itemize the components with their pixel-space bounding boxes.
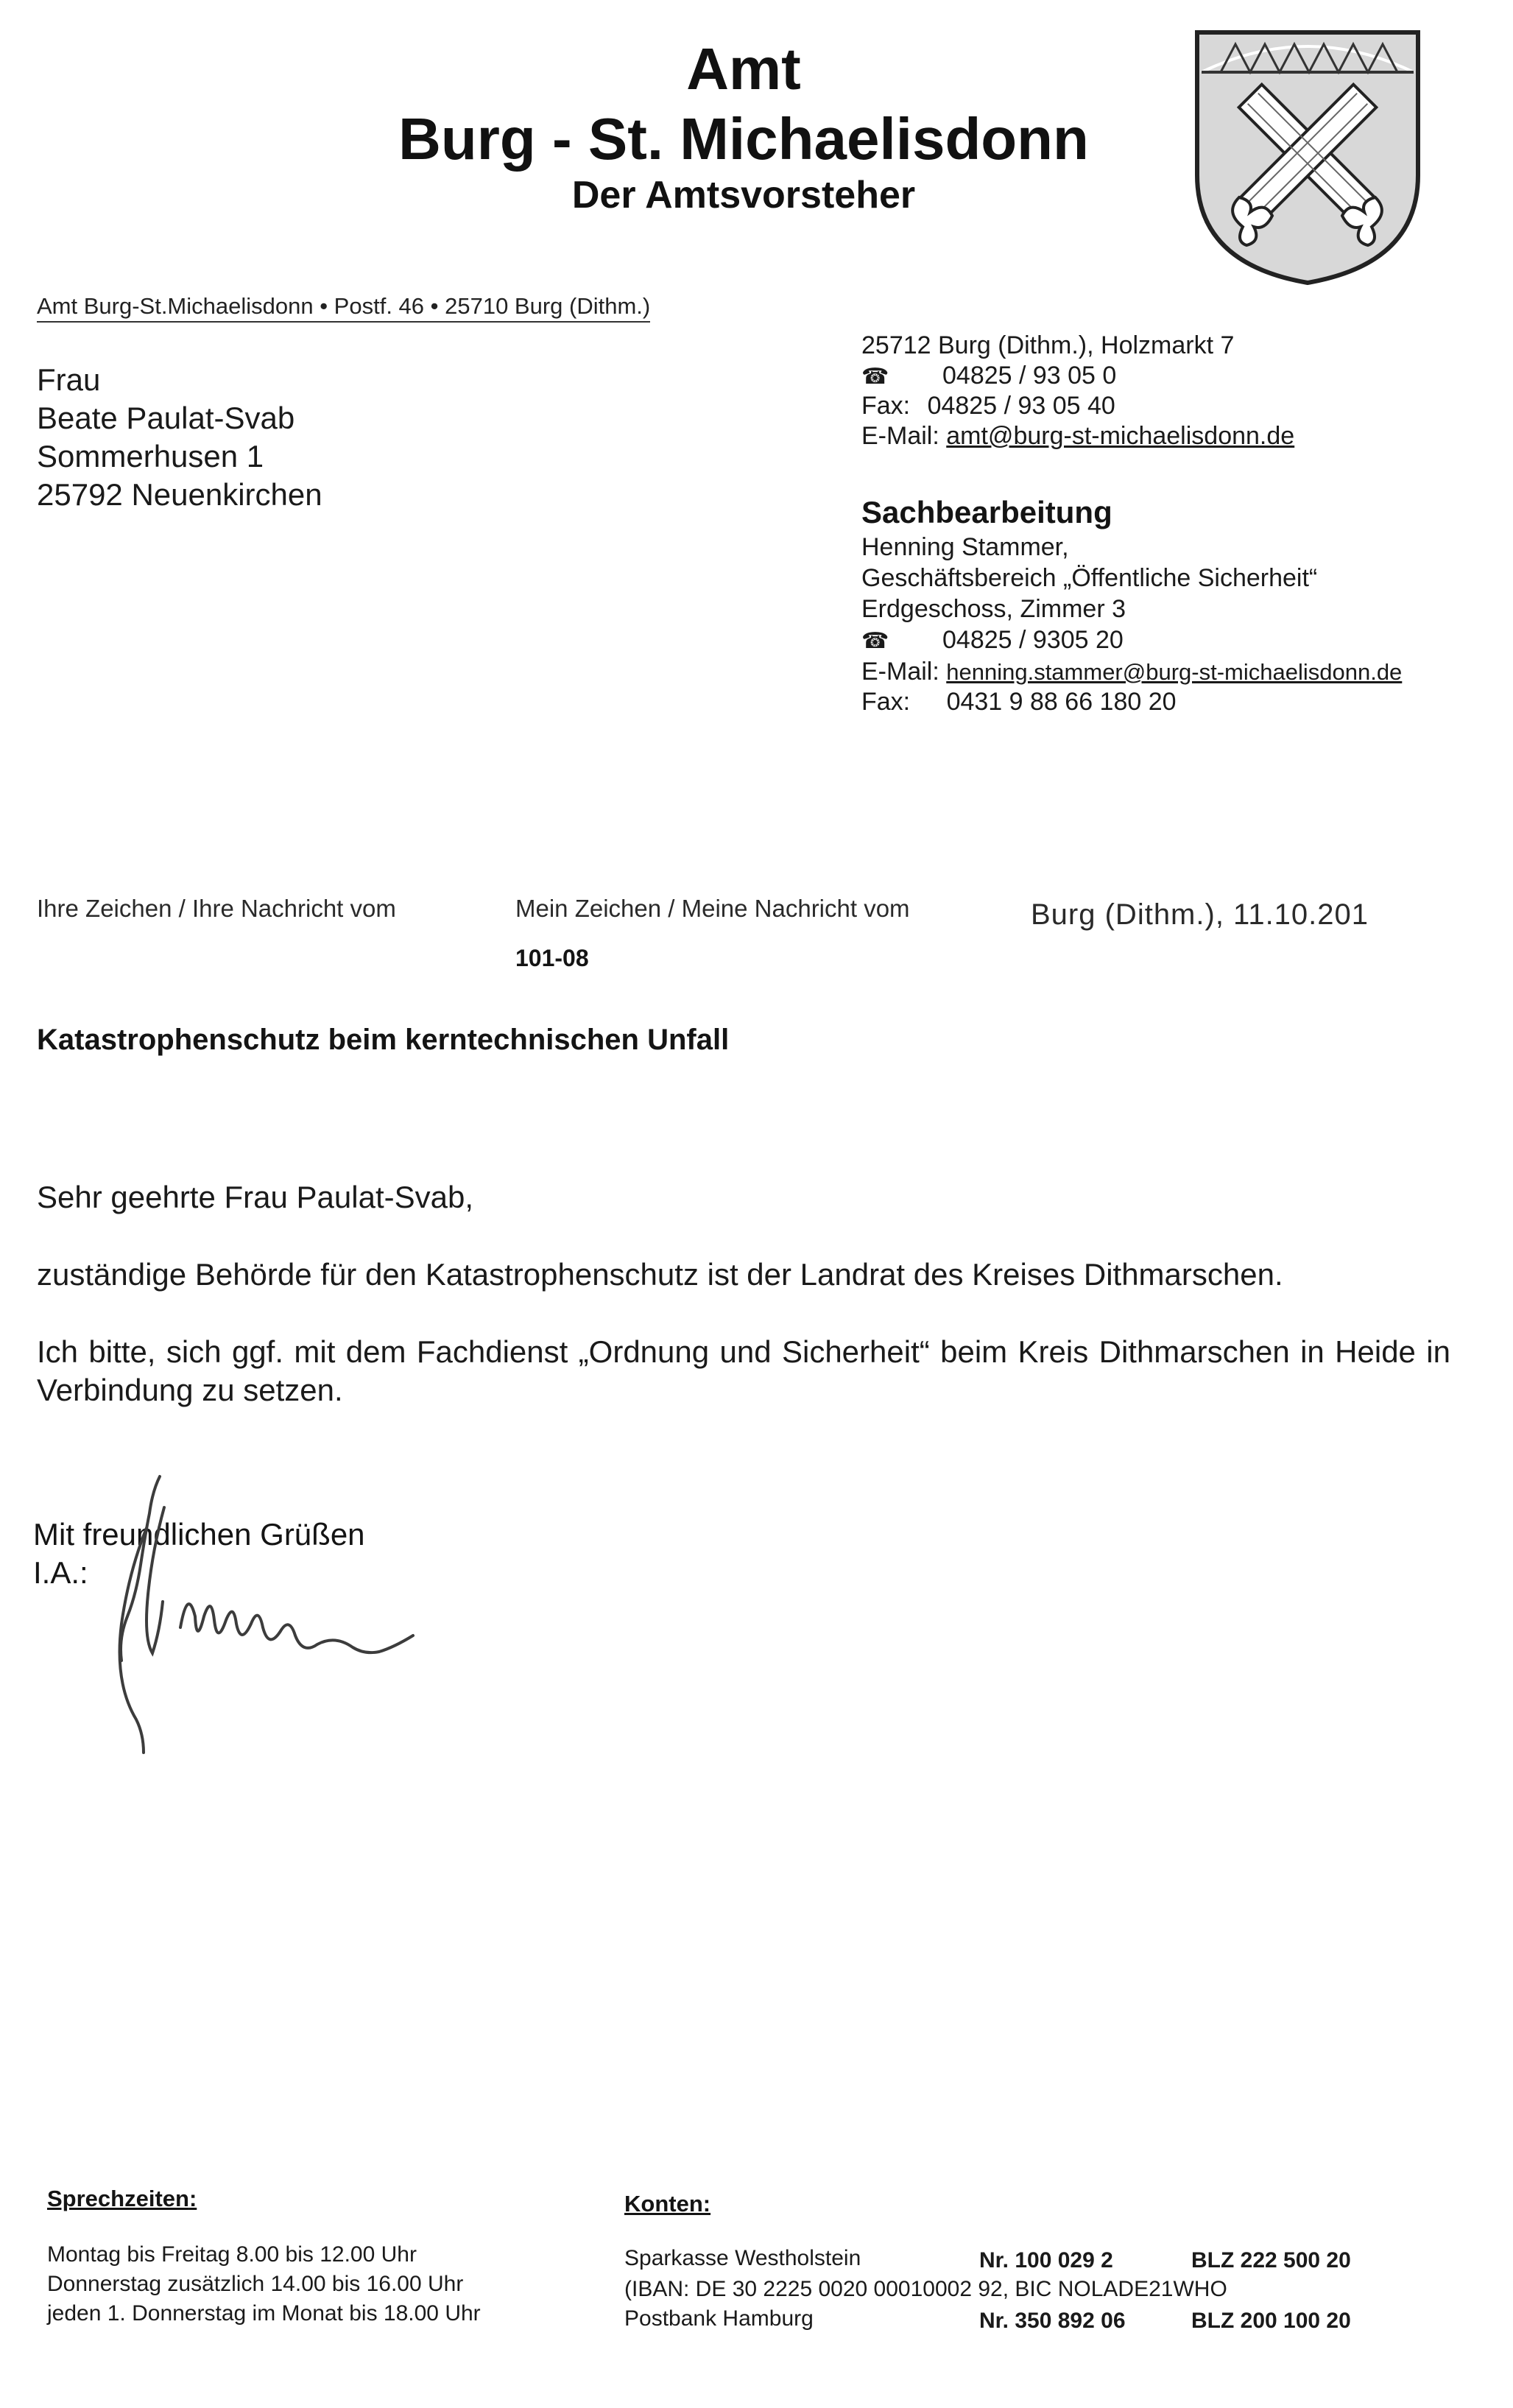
letter-on-behalf: I.A.: [33,1555,88,1590]
clerk-department: Geschäftsbereich „Öffentliche Sicherheit“ [861,564,1318,592]
my-reference-value: 101-08 [515,945,589,971]
letterhead-subtitle: Der Amtsvorsteher [571,174,916,216]
clerk-email-line [861,658,1402,686]
bank-1-blz: BLZ 222 500 20 [1191,2248,1351,2273]
telephone-icon: ☎ [861,629,889,653]
bank-1-iban-bic: (IBAN: DE 30 2225 0020 00010002 92, BIC NOLADE21WHO [624,2277,1227,2301]
clerk-fax: 0431 9 88 66 180 20 [946,688,1177,716]
letter-subject: Katastrophenschutz beim kerntechnischen Unfall [37,1024,730,1056]
my-reference-label: Mein Zeichen / Meine Nachricht vom [515,895,910,922]
clerk-email-label: E-Mail: [861,658,939,686]
recipient-city: 25792 Neuenkirchen [37,477,322,512]
office-fax: 04825 / 93 05 40 [927,392,1115,420]
letter-paragraph-2: Ich bitte, sich ggf. mit dem Fachdienst „Ordnung und Sicherheit“ beim Kreis Dithmarschen in Heide in Verbindung zu setzen. [37,1334,1450,1407]
office-fax-label: Fax: [861,392,911,420]
letter-date: Burg (Dithm.), 11.10.201 [1031,898,1369,931]
office-hours-heading: Sprechzeiten: [47,2186,197,2211]
office-email-link[interactable]: amt@burg-st-michaelisdonn.de [946,422,1295,450]
clerk-name: Henning Stammer, [861,533,1069,561]
sender-return-address: Amt Burg-St.Michaelisdonn • Postf. 46 • 25710 Burg (Dithm.) [37,293,650,323]
accounts-heading: Konten: [624,2191,711,2217]
office-phone: 04825 / 93 05 0 [942,362,1117,390]
recipient-address [37,361,322,514]
office-email-label: E-Mail: [861,422,939,450]
clerk-heading: Sachbearbeitung [861,495,1112,529]
telephone-icon: ☎ [861,365,889,389]
clerk-phone: 04825 / 9305 20 [942,626,1124,654]
bank-2-account-number: Nr. 350 892 06 [979,2309,1126,2333]
recipient-salutation: Frau [37,362,101,397]
clerk-email-link[interactable]: henning.stammer@burg-st-michaelisdonn.de [946,659,1403,685]
office-hours-line-2: Donnerstag zusätzlich 14.00 bis 16.00 Uhr [47,2272,464,2296]
office-phone-line [861,362,1116,390]
office-fax-line [861,392,1115,420]
bank-2-name: Postbank Hamburg [624,2306,814,2331]
clerk-fax-line [861,688,1177,717]
letter-closing: Mit freundlichen Grüßen [33,1517,365,1552]
bank-2-blz: BLZ 200 100 20 [1191,2309,1351,2333]
handwritten-signature [70,1462,526,1786]
bank-1-account-number: Nr. 100 029 2 [979,2248,1113,2273]
letter-paragraph-1: zuständige Behörde für den Katastrophenschutz ist der Landrat des Kreises Dithmarschen. [37,1257,1283,1292]
office-hours-line-3: jeden 1. Donnerstag im Monat bis 18.00 Uhr [47,2301,481,2326]
clerk-room: Erdgeschoss, Zimmer 3 [861,595,1126,623]
recipient-name: Beate Paulat-Svab [37,401,295,435]
bank-1-name: Sparkasse Westholstein [624,2246,861,2270]
letterhead-title-amt: Amt [686,36,801,102]
letter-greeting: Sehr geehrte Frau Paulat-Svab, [37,1180,474,1214]
letterhead-title-municipality: Burg - St. Michaelisdonn [398,106,1089,172]
office-email-line [861,422,1294,451]
your-reference-label: Ihre Zeichen / Ihre Nachricht vom [37,895,396,922]
office-address: 25712 Burg (Dithm.), Holzmarkt 7 [861,331,1235,359]
clerk-fax-label: Fax: [861,688,911,716]
coat-of-arms-icon [1191,28,1424,287]
recipient-street: Sommerhusen 1 [37,439,264,473]
office-hours-line-1: Montag bis Freitag 8.00 bis 12.00 Uhr [47,2242,417,2267]
clerk-phone-line [861,626,1124,655]
